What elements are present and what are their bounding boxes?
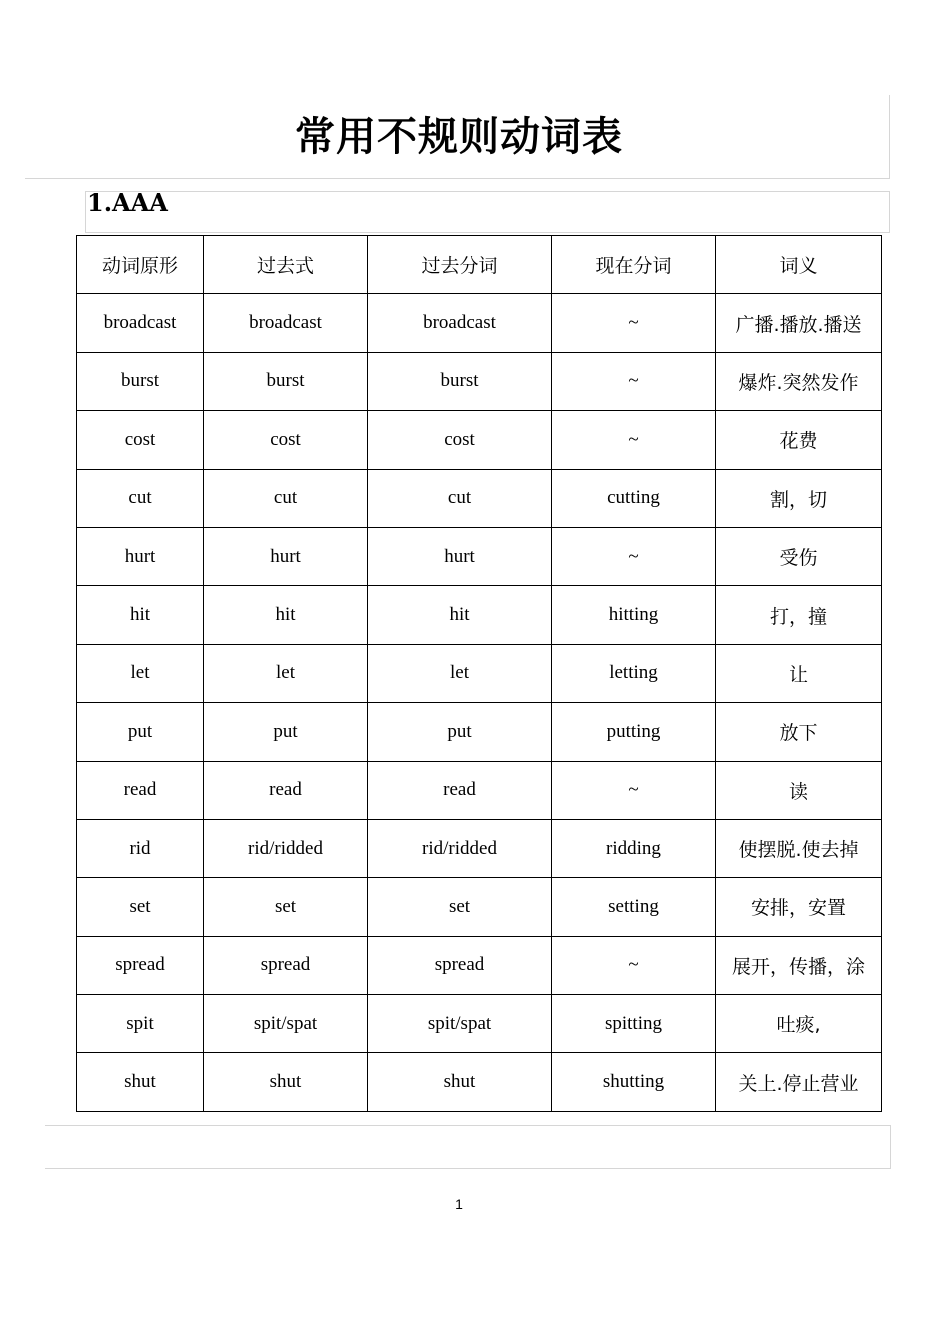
cell-present-participle: shutting: [552, 1053, 716, 1111]
cell-past-participle: rid/ridded: [368, 819, 552, 877]
cell-present-participle: ~: [552, 352, 716, 410]
table-row: [77, 995, 882, 1053]
cell-meaning: 打，撞: [716, 586, 882, 644]
cell-present-participle: ~: [552, 936, 716, 994]
cell-present-participle: ridding: [552, 819, 716, 877]
cell-present-participle: ~: [552, 761, 716, 819]
cell-past-participle: cut: [368, 469, 552, 527]
cell-meaning: 花费: [716, 411, 882, 469]
cell-past-tense: cut: [204, 469, 368, 527]
cell-present-participle: ~: [552, 294, 716, 352]
cell-past-participle: hit: [368, 586, 552, 644]
cell-meaning: 吐痰,: [716, 995, 882, 1053]
cell-base-form: spit: [77, 995, 204, 1053]
cell-past-participle: spit/spat: [368, 995, 552, 1053]
cell-past-tense: rid/ridded: [204, 819, 368, 877]
cell-present-participle: ~: [552, 527, 716, 585]
cell-past-participle: hurt: [368, 527, 552, 585]
table-row: [77, 469, 882, 527]
cell-past-participle: let: [368, 644, 552, 702]
cell-past-tense: broadcast: [204, 294, 368, 352]
table-row: [77, 411, 882, 469]
cell-past-tense: spit/spat: [204, 995, 368, 1053]
cell-past-participle: set: [368, 878, 552, 936]
cell-past-tense: put: [204, 703, 368, 761]
cell-base-form: hurt: [77, 527, 204, 585]
cell-past-tense: read: [204, 761, 368, 819]
cell-base-form: rid: [77, 819, 204, 877]
cell-meaning: 放下: [716, 703, 882, 761]
cell-base-form: broadcast: [77, 294, 204, 352]
cell-past-participle: spread: [368, 936, 552, 994]
cell-present-participle: setting: [552, 878, 716, 936]
cell-meaning: 受伤: [716, 527, 882, 585]
section-box: [85, 191, 890, 233]
irregular-verb-table: [76, 235, 882, 1112]
table-row: [77, 352, 882, 410]
cell-meaning: 爆炸.突然发作: [716, 352, 882, 410]
cell-base-form: cost: [77, 411, 204, 469]
cell-meaning: 安排，安置: [716, 878, 882, 936]
cell-past-participle: shut: [368, 1053, 552, 1111]
cell-past-participle: cost: [368, 411, 552, 469]
cell-base-form: set: [77, 878, 204, 936]
cell-base-form: shut: [77, 1053, 204, 1111]
cell-base-form: let: [77, 644, 204, 702]
cell-past-tense: hit: [204, 586, 368, 644]
cell-past-participle: broadcast: [368, 294, 552, 352]
section-heading: 1.AAA: [87, 188, 168, 217]
header-past-tense: 过去式: [204, 236, 368, 294]
cell-past-participle: read: [368, 761, 552, 819]
page-number: 1: [455, 1196, 463, 1212]
cell-present-participle: cutting: [552, 469, 716, 527]
footer-box: [45, 1125, 891, 1169]
table-header-row: [77, 236, 882, 294]
cell-meaning: 使摆脱.使去掉: [716, 819, 882, 877]
header-base-form: 动词原形: [77, 236, 204, 294]
header-meaning: 词义: [716, 236, 882, 294]
header-bottom-rule: [25, 178, 890, 179]
cell-meaning: 割，切: [716, 469, 882, 527]
cell-meaning: 关上.停止营业: [716, 1053, 882, 1111]
cell-past-participle: burst: [368, 352, 552, 410]
cell-meaning: 让: [716, 644, 882, 702]
cell-present-participle: hitting: [552, 586, 716, 644]
cell-meaning: 广播.播放.播送: [716, 294, 882, 352]
cell-base-form: put: [77, 703, 204, 761]
table-row: [77, 819, 882, 877]
cell-past-tense: let: [204, 644, 368, 702]
cell-present-participle: ~: [552, 411, 716, 469]
cell-base-form: spread: [77, 936, 204, 994]
header-present-participle: 现在分词: [552, 236, 716, 294]
cell-base-form: read: [77, 761, 204, 819]
table-row: [77, 703, 882, 761]
cell-past-tense: hurt: [204, 527, 368, 585]
cell-past-tense: burst: [204, 352, 368, 410]
cell-base-form: hit: [77, 586, 204, 644]
header-past-participle: 过去分词: [368, 236, 552, 294]
cell-past-tense: shut: [204, 1053, 368, 1111]
table-row: [77, 936, 882, 994]
table-row: [77, 644, 882, 702]
cell-past-participle: put: [368, 703, 552, 761]
cell-present-participle: letting: [552, 644, 716, 702]
table-row: [77, 586, 882, 644]
cell-past-tense: cost: [204, 411, 368, 469]
cell-past-tense: set: [204, 878, 368, 936]
cell-past-tense: spread: [204, 936, 368, 994]
cell-base-form: burst: [77, 352, 204, 410]
cell-present-participle: putting: [552, 703, 716, 761]
cell-present-participle: spitting: [552, 995, 716, 1053]
cell-meaning: 读: [716, 761, 882, 819]
table-row: [77, 294, 882, 352]
cell-base-form: cut: [77, 469, 204, 527]
table-row: [77, 878, 882, 936]
page-title: 常用不规则动词表: [295, 113, 623, 160]
table-row: [77, 527, 882, 585]
table-row: [77, 1053, 882, 1111]
table-row: [77, 761, 882, 819]
cell-meaning: 展开，传播，涂: [716, 936, 882, 994]
